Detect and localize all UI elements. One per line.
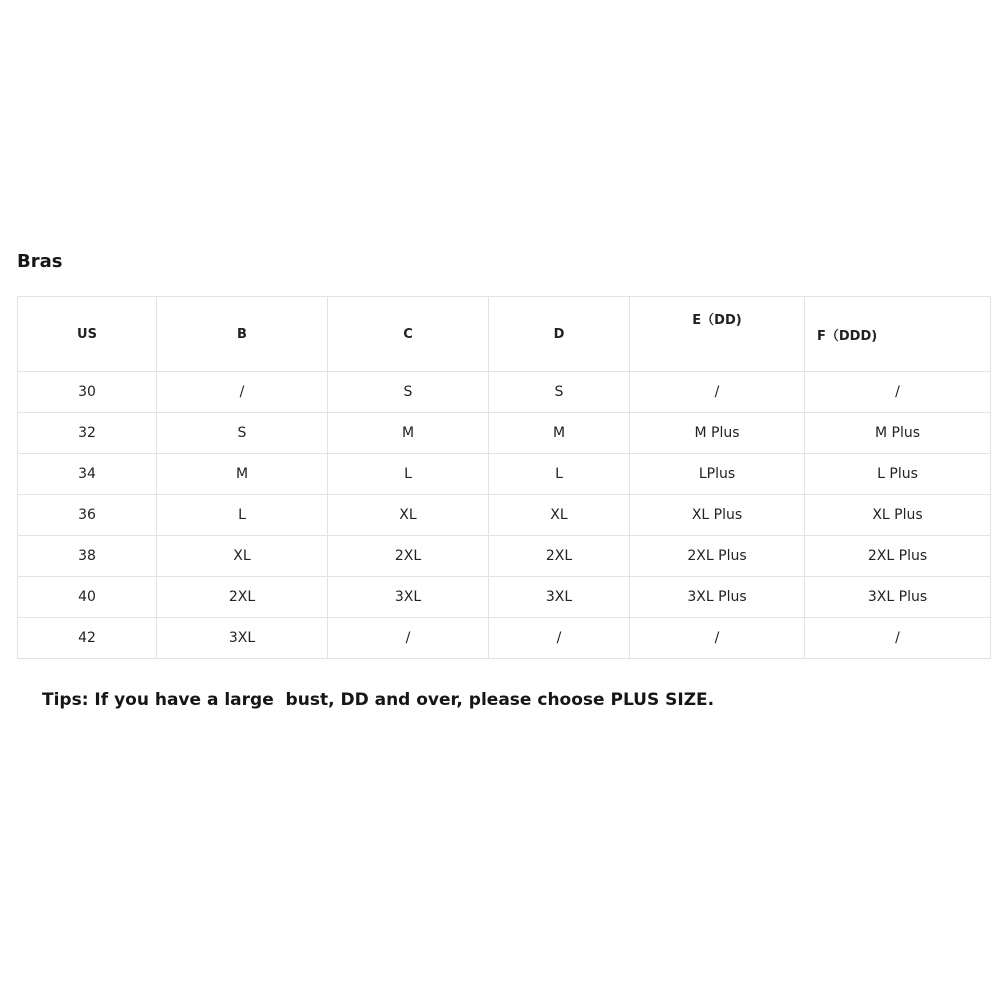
table-row xyxy=(18,413,991,454)
table-cell: S xyxy=(489,372,630,413)
table-cell: / xyxy=(805,618,991,659)
table-cell: 3XL Plus xyxy=(805,577,991,618)
header-us: US xyxy=(18,297,157,372)
size-tip: Tips: If you have a large bust, DD and over, please choose PLUS SIZE. xyxy=(42,690,715,710)
table-cell: 2XL Plus xyxy=(805,536,991,577)
table-cell: 2XL xyxy=(489,536,630,577)
table-cell: 42 xyxy=(18,618,157,659)
table-row xyxy=(18,495,991,536)
table-cell: 2XL xyxy=(328,536,489,577)
table-cell: M xyxy=(328,413,489,454)
table-cell: XL xyxy=(489,495,630,536)
table-cell: L xyxy=(328,454,489,495)
header-cup-b: B xyxy=(157,297,328,372)
table-cell: M xyxy=(157,454,328,495)
table-cell: 34 xyxy=(18,454,157,495)
table-row xyxy=(18,536,991,577)
section-title: Bras xyxy=(17,251,63,272)
header-cup-f: F（DDD) xyxy=(805,297,991,372)
table-cell: M Plus xyxy=(805,413,991,454)
table-cell: 2XL xyxy=(157,577,328,618)
table-cell: XL Plus xyxy=(805,495,991,536)
table-row xyxy=(18,577,991,618)
table-cell: 30 xyxy=(18,372,157,413)
table-row xyxy=(18,454,991,495)
table-cell: XL xyxy=(328,495,489,536)
table-cell: / xyxy=(630,618,805,659)
table-cell: / xyxy=(489,618,630,659)
table-cell: 38 xyxy=(18,536,157,577)
table-cell: 40 xyxy=(18,577,157,618)
table-cell: 3XL xyxy=(328,577,489,618)
table-row xyxy=(18,618,991,659)
table-cell: L xyxy=(489,454,630,495)
table-cell: 36 xyxy=(18,495,157,536)
table-cell: / xyxy=(157,372,328,413)
table-cell: XL Plus xyxy=(630,495,805,536)
table-cell: 2XL Plus xyxy=(630,536,805,577)
table-header-row xyxy=(18,297,991,372)
table-cell: / xyxy=(630,372,805,413)
size-chart-table xyxy=(17,296,991,659)
table-cell: / xyxy=(328,618,489,659)
table-cell: L xyxy=(157,495,328,536)
table-cell: / xyxy=(805,372,991,413)
table-cell: S xyxy=(328,372,489,413)
table-cell: 3XL xyxy=(489,577,630,618)
table-cell: 32 xyxy=(18,413,157,454)
table-row xyxy=(18,372,991,413)
table-cell: LPlus xyxy=(630,454,805,495)
table-cell: 3XL Plus xyxy=(630,577,805,618)
header-cup-e: E（DD) xyxy=(630,297,805,372)
header-cup-d: D xyxy=(489,297,630,372)
table-cell: XL xyxy=(157,536,328,577)
header-cup-c: C xyxy=(328,297,489,372)
table-cell: M xyxy=(489,413,630,454)
table-cell: M Plus xyxy=(630,413,805,454)
table-cell: L Plus xyxy=(805,454,991,495)
table-cell: 3XL xyxy=(157,618,328,659)
table-cell: S xyxy=(157,413,328,454)
